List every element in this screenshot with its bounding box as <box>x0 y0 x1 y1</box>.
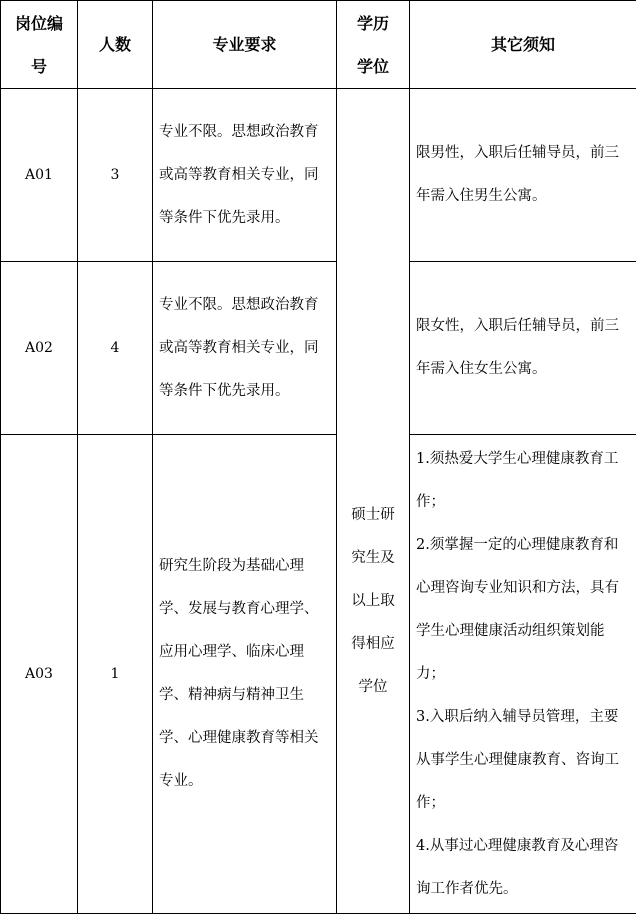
header-notes: 其它须知 <box>410 1 636 89</box>
notes-cell: 限女性，入职后任辅导员，前三年需入住女生公寓。 <box>410 262 636 435</box>
header-degree: 学历学位 <box>337 1 410 89</box>
post-code-cell: A01 <box>1 89 78 262</box>
post-code-cell: A03 <box>1 435 78 914</box>
post-code-cell: A02 <box>1 262 78 435</box>
major-cell: 专业不限。思想政治教育或高等教育相关专业，同等条件下优先录用。 <box>153 89 337 262</box>
major-cell: 专业不限。思想政治教育或高等教育相关专业，同等条件下优先录用。 <box>153 262 337 435</box>
header-major: 专业要求 <box>153 1 337 89</box>
notes-item: 4.从事过心理健康教育及心理咨询工作者优先。 <box>416 837 619 897</box>
major-cell: 研究生阶段为基础心理学、发展与教育心理学、应用心理学、临床心理学、精神病与精神卫生学、心理健康教育等相关专业。 <box>153 435 337 914</box>
table-row <box>1 435 636 914</box>
header-count: 人数 <box>78 1 153 89</box>
notes-item: 1.须热爱大学生心理健康教育工作； <box>416 450 619 510</box>
table-row <box>1 262 636 435</box>
count-cell: 3 <box>78 89 153 262</box>
notes-cell <box>410 435 636 914</box>
notes-item: 3.入职后纳入辅导员管理，主要从事学生心理健康教育、咨询工作； <box>416 708 619 811</box>
notes-cell: 限男性，入职后任辅导员，前三年需入住男生公寓。 <box>410 89 636 262</box>
degree-cell: 硕士研究生及以上取得相应学位 <box>337 89 410 914</box>
header-row <box>1 1 636 89</box>
table-row <box>1 89 636 262</box>
count-cell: 1 <box>78 435 153 914</box>
header-post-code: 岗位编号 <box>1 1 78 89</box>
count-cell: 4 <box>78 262 153 435</box>
notes-item: 2.须掌握一定的心理健康教育和心理咨询专业知识和方法，具有学生心理健康活动组织策划能力； <box>416 536 619 682</box>
